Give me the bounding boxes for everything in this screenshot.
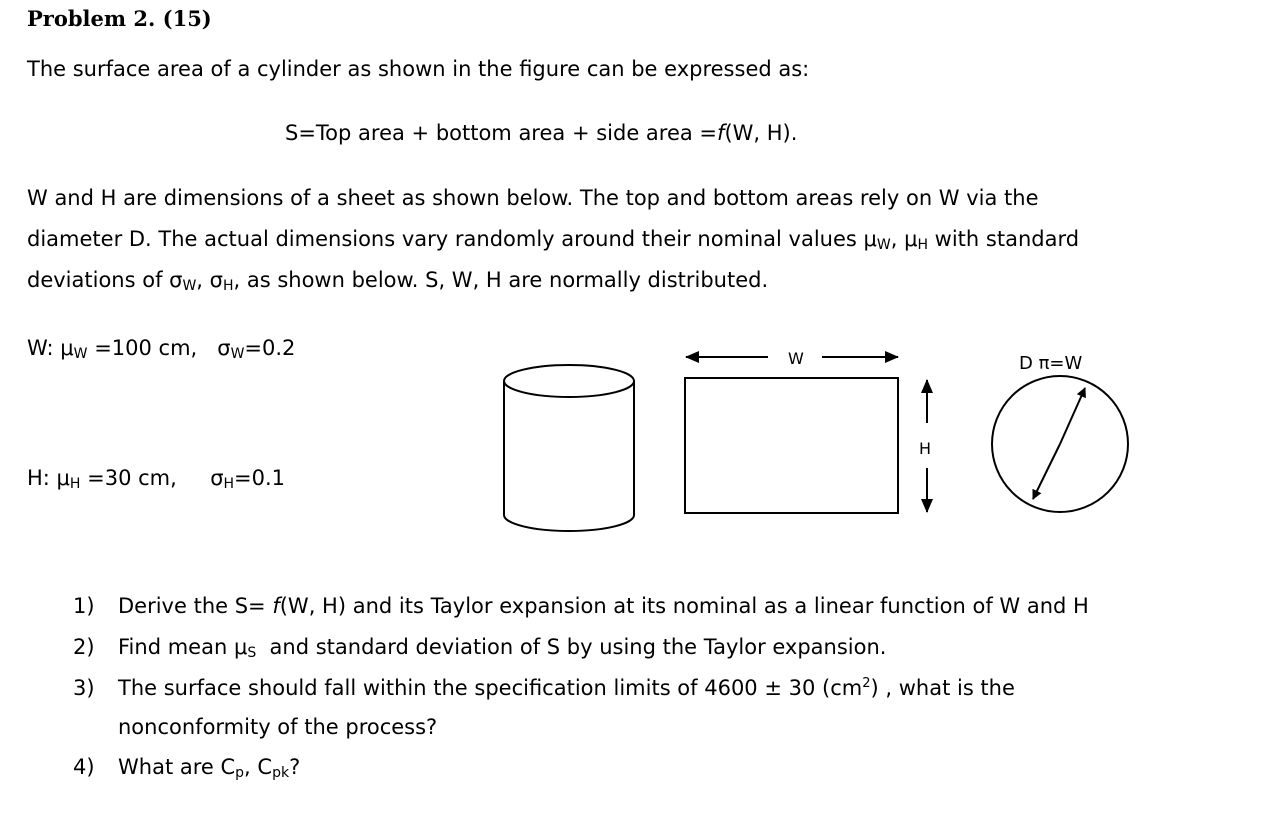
question-2-text-a: Find mean: [118, 635, 234, 659]
paragraph-line-2-end: with standard: [928, 227, 1080, 251]
w-dimension-label: W: [788, 349, 804, 368]
sub-h: H: [222, 278, 234, 294]
sub-w: W: [182, 278, 197, 294]
given-w-prefix: W:: [27, 336, 61, 360]
given-h-sigma: =0.1: [234, 466, 286, 490]
question-3-text-a: The surface should fall within the specification limits of 4600 ± 30 (cm: [118, 676, 863, 700]
question-1-text-a: Derive the S=: [118, 594, 273, 618]
question-1-function-symbol: f: [272, 594, 280, 618]
separator: ,: [196, 268, 210, 292]
paragraph-line-3-end: , as shown below. S, W, H are normally distributed.: [233, 268, 769, 292]
cylinder-shape: [504, 365, 634, 531]
sigma-symbol: σ: [209, 268, 223, 292]
sub-w: W: [73, 346, 88, 362]
question-4-number: 4): [73, 755, 95, 779]
diameter-arrow-up: [1060, 388, 1085, 444]
sigma-symbol: σ: [210, 466, 224, 490]
sub-w: W: [230, 346, 245, 362]
sub-s: S: [247, 645, 257, 661]
sub-h: H: [917, 237, 928, 253]
mu-symbol: μ: [56, 466, 70, 490]
question-3-text-line-2: nonconformity of the process?: [118, 715, 438, 739]
question-1-number: 1): [73, 594, 95, 618]
given-h-mean: =30 cm,: [80, 466, 211, 490]
question-4-text-b: ?: [289, 755, 301, 779]
question-3-text-b: ) , what is the: [870, 676, 1015, 700]
question-2-text-b: and standard deviation of S by using the Taylor expansion.: [256, 635, 887, 659]
mu-symbol: μ: [904, 227, 918, 251]
intro-text: The surface area of a cylinder as shown in the figure can be expressed as:: [27, 57, 810, 81]
sigma-symbol: σ: [169, 268, 183, 292]
question-4-text: [118, 755, 300, 781]
sub-p: p: [235, 765, 245, 781]
mu-symbol: μ: [233, 635, 248, 659]
sheet-rectangle: [685, 378, 898, 513]
diameter-label: D π=W: [1019, 353, 1083, 374]
equation-function-symbol: f: [717, 121, 725, 145]
mu-symbol: μ: [60, 336, 74, 360]
paragraph-line-2-text: diameter D. The actual dimensions vary randomly around their nominal values: [27, 227, 864, 251]
sub-h: H: [223, 476, 235, 492]
sub-w: W: [876, 237, 891, 253]
sigma-symbol: σ: [217, 336, 231, 360]
given-w-sigma: =0.2: [244, 336, 296, 360]
mu-symbol: μ: [863, 227, 877, 251]
question-4-comma: , C: [244, 755, 273, 779]
question-4-text-a: What are C: [118, 755, 236, 779]
sub-pk: pk: [272, 765, 290, 781]
question-3-number: 3): [73, 676, 95, 700]
given-h-prefix: H:: [27, 466, 57, 490]
diameter-arrow-down: [1033, 444, 1060, 499]
question-1-text: [118, 594, 1089, 618]
question-2-number: 2): [73, 635, 95, 659]
equation-rhs: (W, H).: [724, 121, 798, 145]
paragraph-line-1: W and H are dimensions of a sheet as shown below. The top and bottom areas rely on W via the: [27, 186, 1039, 210]
sub-h: H: [69, 476, 81, 492]
superscript-2: 2: [862, 676, 871, 691]
separator: ,: [890, 227, 905, 251]
given-w-mean: =100 cm,: [87, 336, 218, 360]
problem-title: Problem 2. (15): [27, 6, 212, 31]
question-1-text-b: (W, H) and its Taylor expansion at its nominal as a linear function of W and H: [279, 594, 1089, 618]
h-dimension-label: H: [919, 439, 932, 458]
paragraph-line-3-text: deviations of: [27, 268, 170, 292]
question-3-text: [118, 676, 1015, 700]
question-2-text: [118, 635, 886, 661]
equation-lhs: S=Top area + bottom area + side area =: [285, 121, 718, 145]
